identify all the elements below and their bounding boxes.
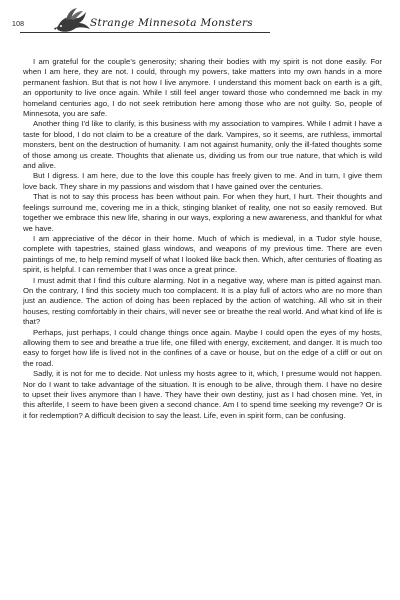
paragraph: That is not to say this process has been without pain. For when they hurt, I hurt. Their thoughts and feelings surround me, covering me in a thick, stinging blanket of reality, one not so easily removed. But together we embrace this new life, sharing in our ways, exploring a new awareness, and thankful for what we have.: [23, 192, 382, 233]
running-title: Strange Minnesota Monsters: [90, 17, 253, 29]
paragraph: Perhaps, just perhaps, I could change things once again. Maybe I could open the eyes of my hosts, allowing them to see and breathe a true life, one filled with energy, excitement, and danger. It is much too easy to forget how life is lived not in the confines of a cave or house, but on the edge of a cliff or out on the road.: [23, 327, 382, 368]
paragraph: Another thing I’d like to clarify, is this business with my association to vampires. While I admit I have a taste for blood, I do not claim to be a creature of the dark. Vampires, so it seems, are ruthless, immortal monsters, bent on the destruction of humanity. I am not against humanity, only the ill-fated thoughts some of those among us create. Thoughts that alienate us, dividing us from our true nature, that which is wild and alive.: [23, 119, 382, 171]
paragraph: I must admit that I find this culture alarming. Not in a negative way, where man is pitted against man. On the contrary, I find this society much too complacent. It is a play full of actors who are no more than just an audience. The action of doing has been replaced by the action of watching. All who sit in their houses, resting comfortably in their chairs, will never see or breathe the real world. And what kind of life is that?: [23, 275, 382, 327]
paragraph: Sadly, it is not for me to decide. Not unless my hosts agree to it, which, I presume would not happen. Nor do I want to take advantage of the situation. It is enough to be alive, through them. I have no desire to upset their lives anymore than I have. They have their own destiny, just as I had chosen mine. Yet, in this afterlife, I seem to have been given a second chance. Am I to spend time seeking my revenge? Or is it for redemption? A difficult decision to say the least. Life, even in spirit form, can be confusing.: [23, 369, 382, 420]
paragraph: But I digress. I am here, due to the love this couple has freely given to me. And in turn, I give them love back. They share in my passions and wisdom that I have gained over the centuries.: [23, 171, 382, 191]
paragraph: I am appreciative of the décor in their home. Much of which is medieval, in a Tudor style house, complete with tapestries, stained glass windows, and weapons of my previous time. There are even paintings of me, to help remind myself of what I looked like back then. Which, after centuries of floating as spirit, is helpful. I can remember that I was once a great prince.: [23, 233, 382, 275]
page-header: [10, 6, 390, 36]
paragraph: I am grateful for the couple’s generosity; sharing their bodies with my spirit is not done easily. For when I am here, they are not. I could, through my powers, take matters into my own hands in a more permanent fashion. But that is not how I live anymore. I understand this moment back on earth is a gift, an opportunity to live once again. While I still feel anger toward those who condemned me back in my homeland centuries ago, I do not seek retribution here among those who are not guilty. So, people of Minnesota, you are safe.: [23, 57, 382, 119]
page-number: 108: [12, 21, 25, 28]
header-rule: [20, 32, 270, 33]
body-text: [23, 57, 382, 421]
